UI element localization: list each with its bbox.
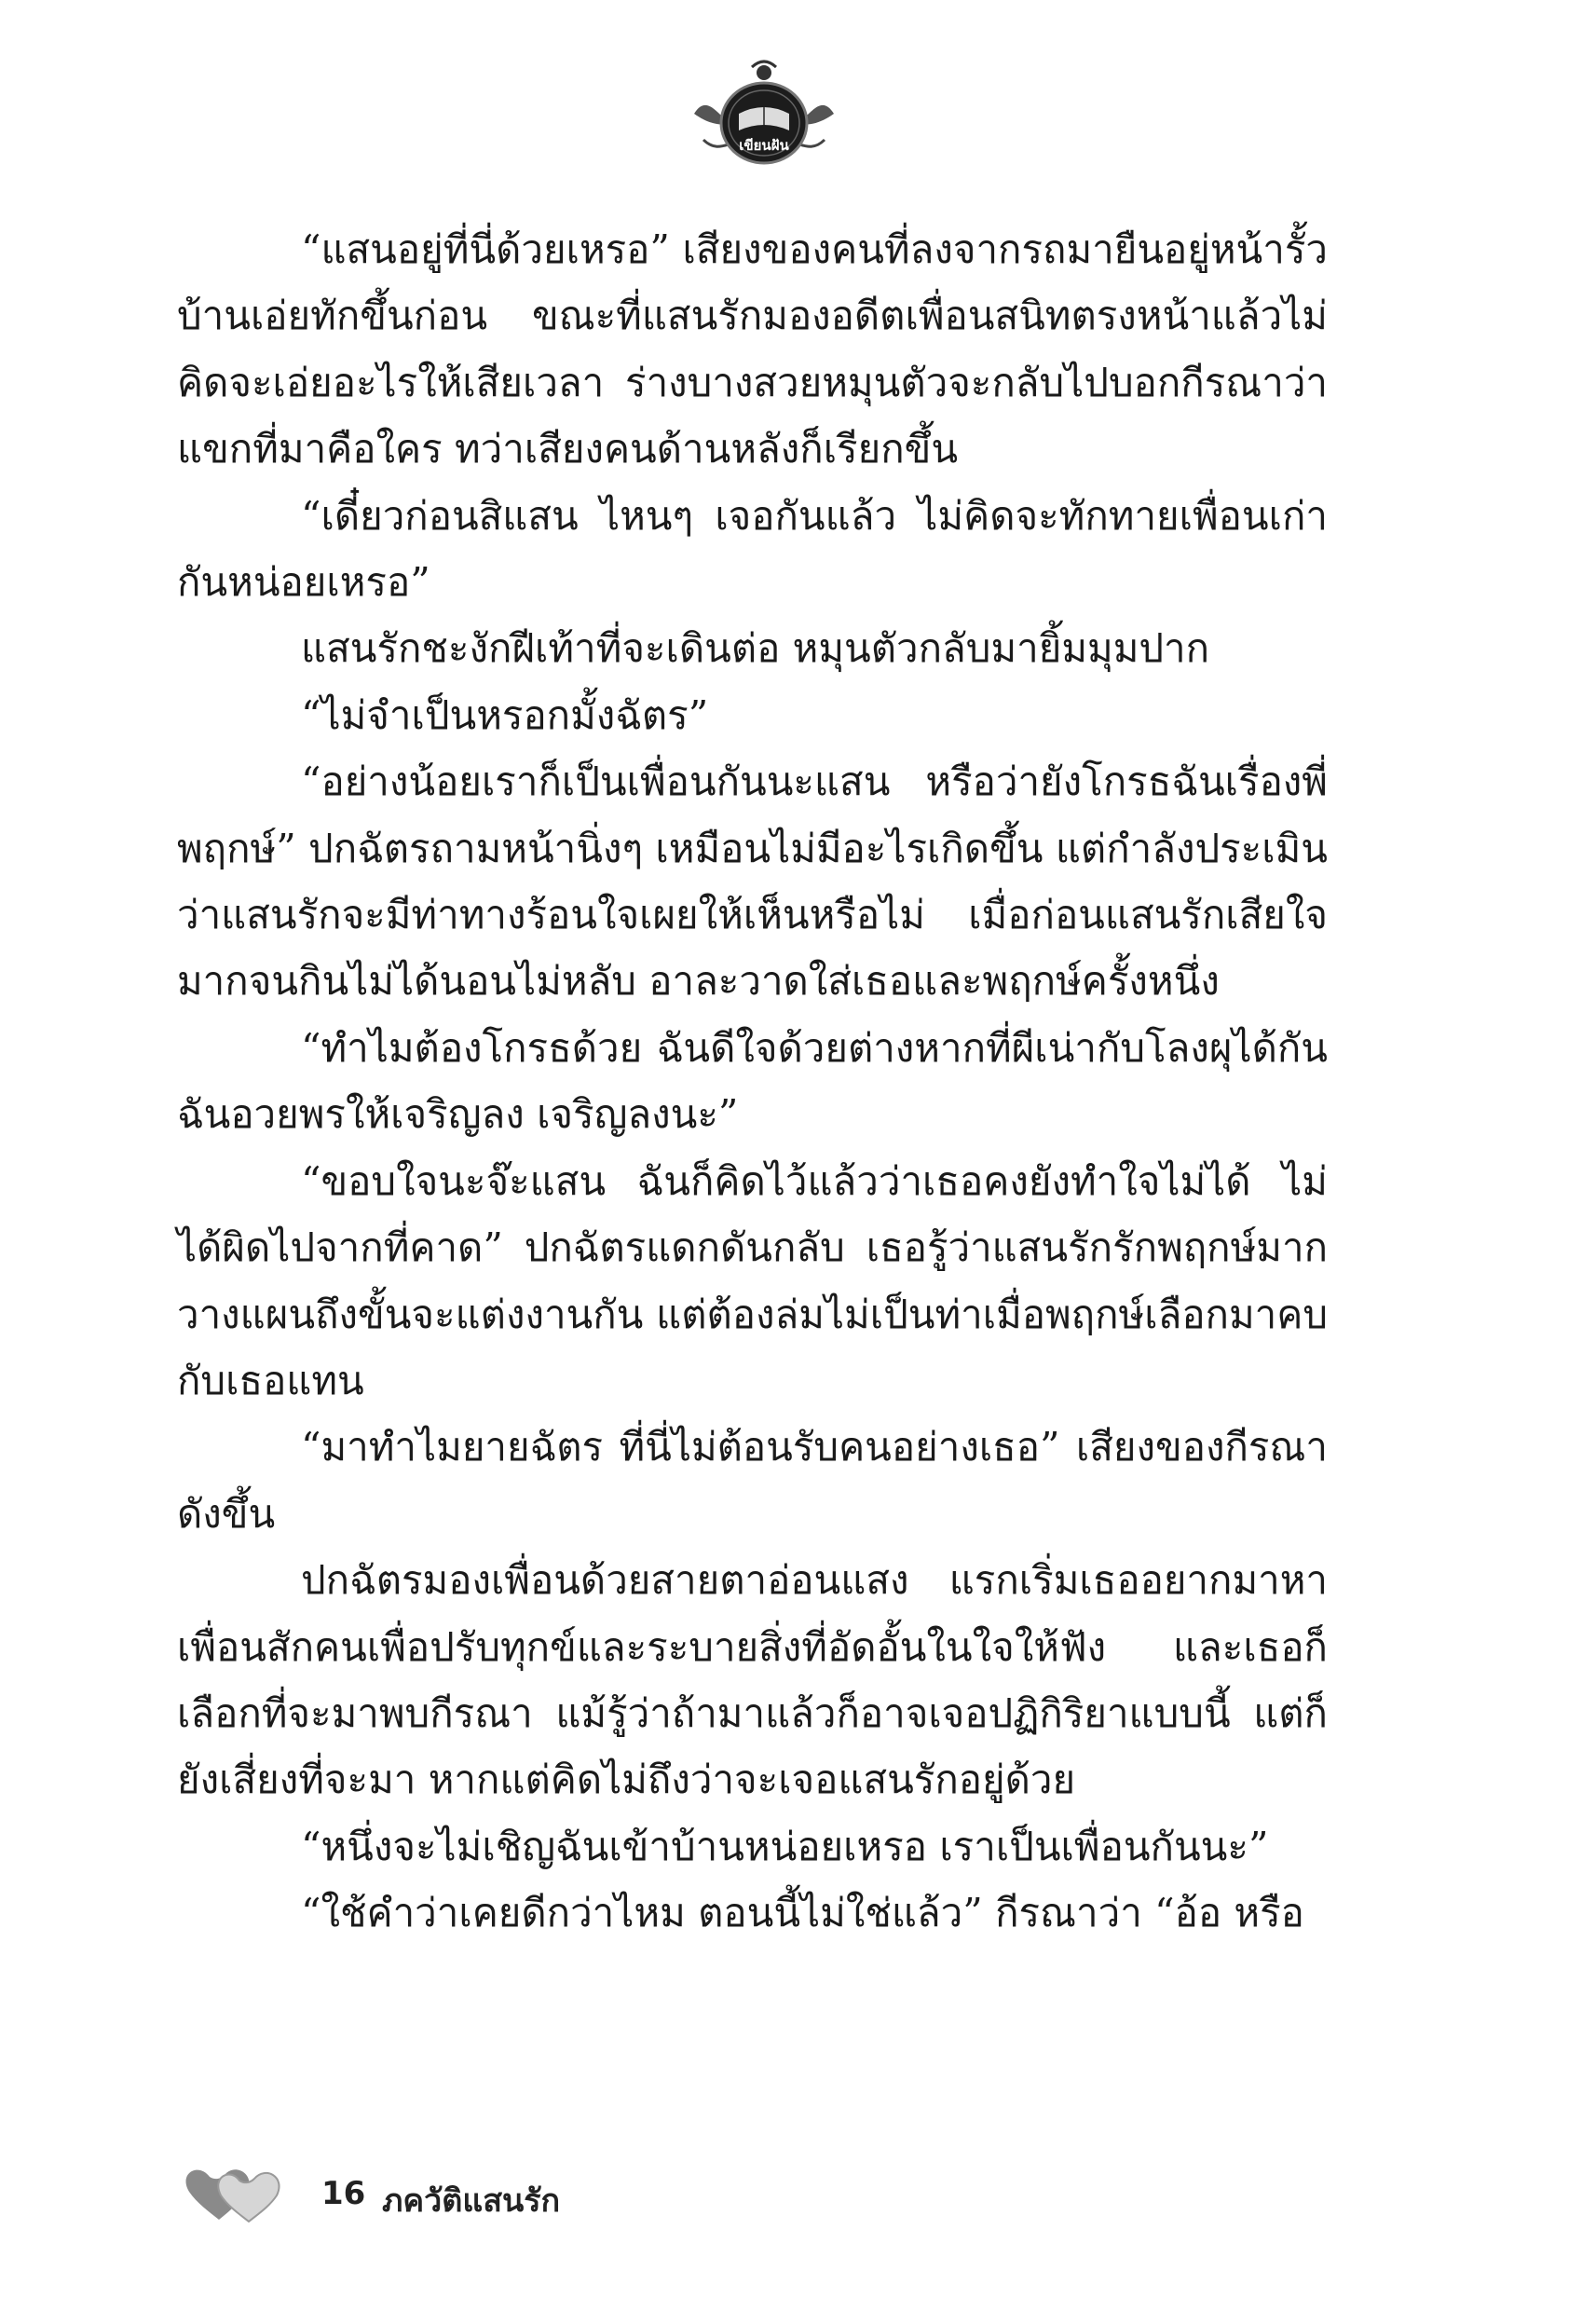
- paragraph: “ใช้คำว่าเคยดีกว่าไหม ตอนนี้ไม่ใช่แล้ว” กีรณาว่า “อ้อ หรือ: [301, 1890, 1304, 1936]
- page-footer: [182, 2160, 741, 2225]
- paragraph: “เดี๋ยวก่อนสิแสน ไหนๆ เจอกันแล้ว ไม่คิดจะทักทายเพื่อนเก่ากันหน่อยเหรอ”: [177, 492, 1328, 606]
- paragraph: “ไม่จำเป็นหรอกมั้งฉัตร”: [301, 691, 709, 738]
- paragraph: “แสนอยู่ที่นี่ด้วยเหรอ” เสียงของคนที่ลงจากรถมายืนอยู่หน้ารั้วบ้านเอ่ยทักขึ้นก่อน ขณะที่แสนรักมองอดีตเพื่อนสนิทตรงหน้าแล้วไม่คิดจะเอ่ยอะไรให้เสียเวลา ร่างบางสวยหมุนตัวจะกลับไปบอกกีรณาว่าแขกที่มาคือใคร ทว่าเสียงคนด้านหลังก็เรียกขึ้น: [177, 226, 1328, 472]
- story-body: [177, 216, 1328, 1947]
- paragraph: “ขอบใจนะจ๊ะแสน ฉันก็คิดไว้แล้วว่าเธอคงยังทำใจไม่ได้ ไม่ได้ผิดไปจากที่คาด” ปกฉัตรแดกดันกลับ เธอรู้ว่าแสนรักรักพฤกษ์มาก วางแผนถึงขั้นจะแต่งงานกัน แต่ต้องล่มไม่เป็นท่าเมื่อพฤกษ์เลือกมาคบกับเธอแทน: [177, 1157, 1328, 1403]
- paragraph: “หนึ่งจะไม่เชิญฉันเข้าบ้านหน่อยเหรอ เราเป็นเพื่อนกันนะ”: [301, 1823, 1269, 1869]
- paragraph: “มาทำไมยายฉัตร ที่นี่ไม่ต้อนรับคนอย่างเธอ” เสียงของกีรณาดังขึ้น: [177, 1424, 1328, 1537]
- two-hearts-icon: [182, 2160, 284, 2225]
- paragraph: ปกฉัตรมองเพื่อนด้วยสายตาอ่อนแสง แรกเริ่มเธออยากมาหาเพื่อนสักคนเพื่อปรับทุกข์และระบายสิ่งที่อัดอั้นในใจให้ฟัง และเธอก็เลือกที่จะมาพบกีรณา แม้รู้ว่าถ้ามาแล้วก็อาจเจอปฏิกิริยาแบบนี้ แต่ก็ยังเสี่ยงที่จะมา หากแต่คิดไม่ถึงว่าจะเจอแสนรักอยู่ด้วย: [177, 1557, 1328, 1803]
- book-seal-logo-icon: [685, 56, 843, 172]
- paragraph: “ทำไมต้องโกรธด้วย ฉันดีใจด้วยต่างหากที่ผีเน่ากับโลงผุได้กัน ฉันอวยพรให้เจริญลง เจริญลงนะ”: [177, 1024, 1328, 1138]
- paragraph: แสนรักชะงักฝีเท้าที่จะเดินต่อ หมุนตัวกลับมายิ้มมุมปาก: [301, 625, 1210, 672]
- logo-text: เขียนฝัน: [739, 137, 789, 154]
- header-logo: [685, 56, 843, 172]
- page-number: 16: [321, 2175, 366, 2212]
- paragraph: “อย่างน้อยเราก็เป็นเพื่อนกันนะแสน หรือว่ายังโกรธฉันเรื่องพี่พฤกษ์” ปกฉัตรถามหน้านิ่งๆ เหมือนไม่มีอะไรเกิดขึ้น แต่กำลังประเมินว่าแสนรักจะมีท่าทางร้อนใจเผยให้เห็นหรือไม่ เมื่อก่อนแสนรักเสียใจมากจนกินไม่ได้นอนไม่หลับ อาละวาดใส่เธอและพฤกษ์ครั้งหนึ่ง: [177, 759, 1328, 1005]
- book-title: ภควัติแสนรัก: [382, 2182, 561, 2220]
